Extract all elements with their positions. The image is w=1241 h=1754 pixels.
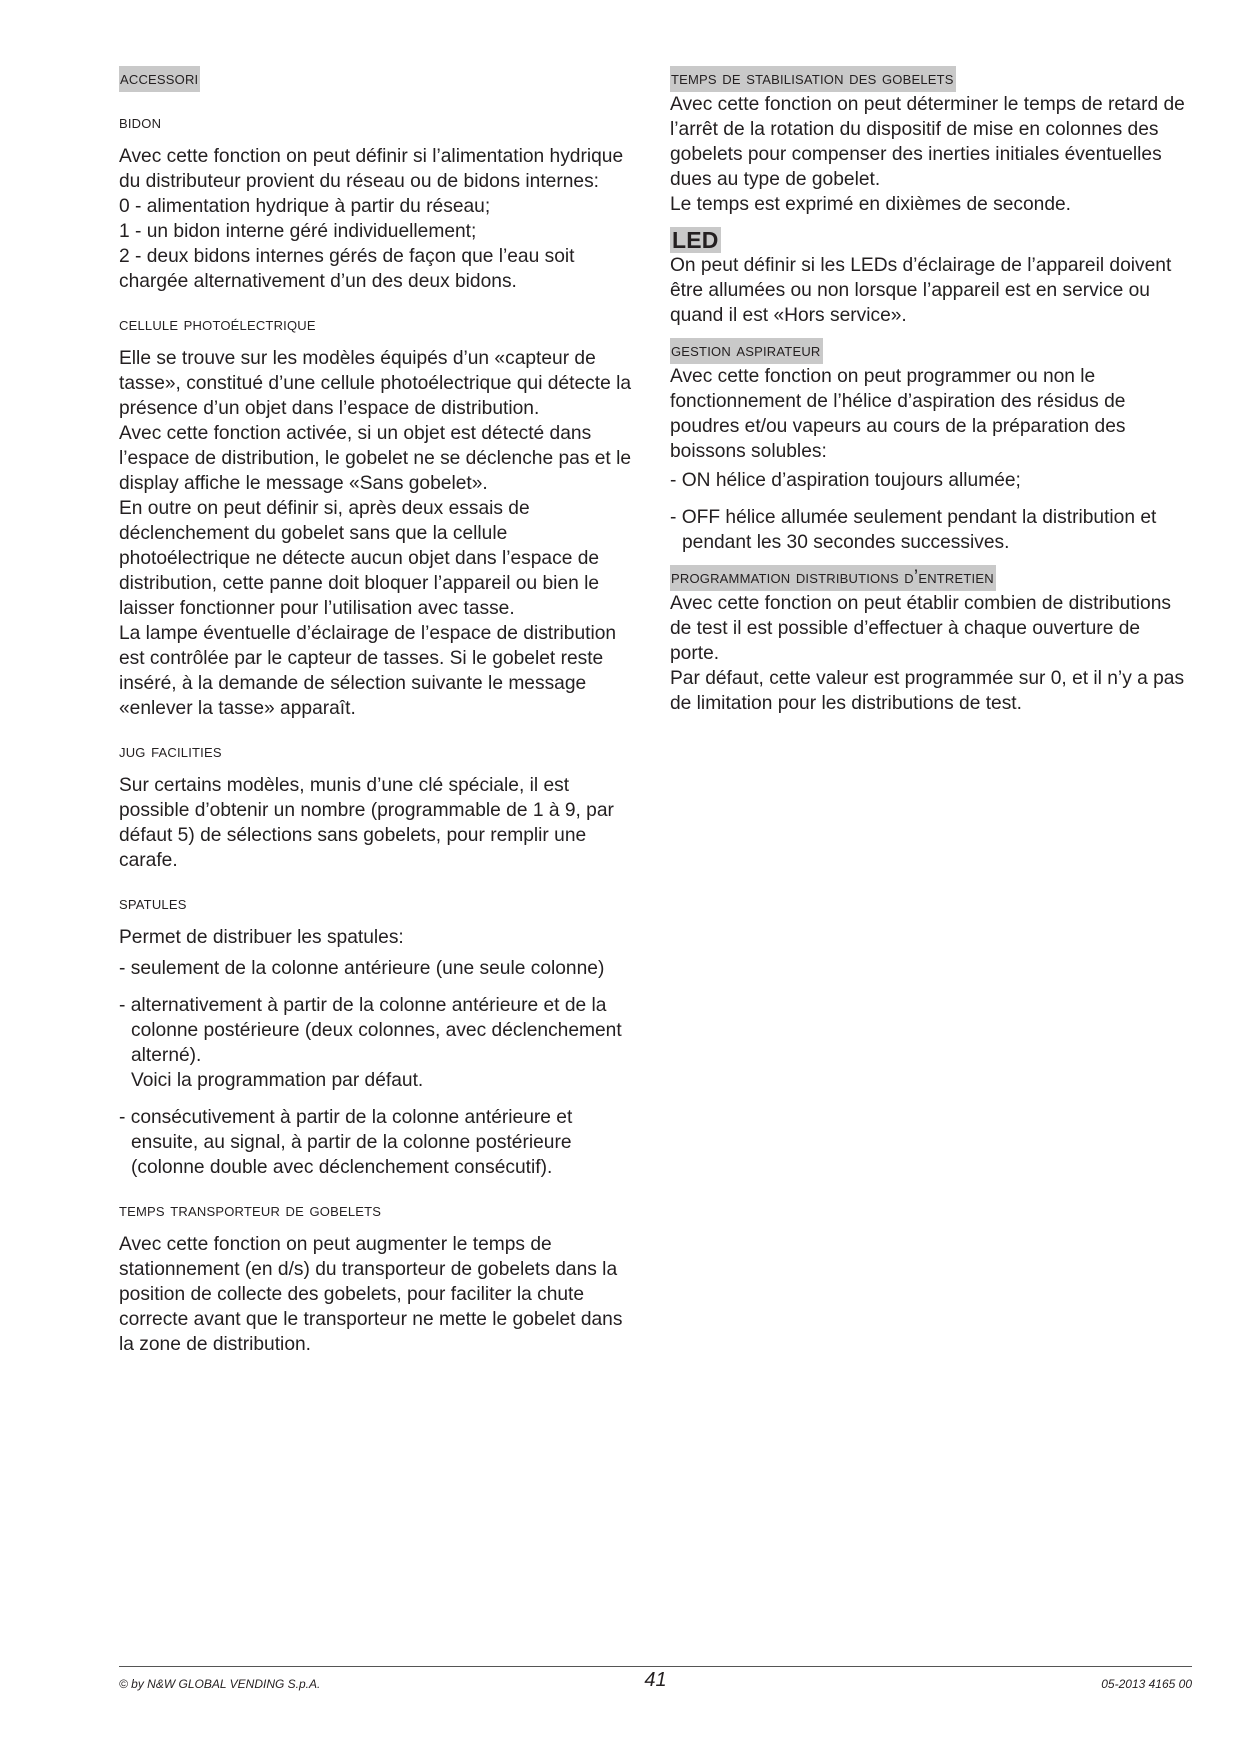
list-item: - seulement de la colonne antérieure (une seule colonne)	[119, 958, 605, 979]
list-item-note: Voici la programmation par défaut.	[131, 1070, 424, 1091]
section-heading: accessori	[119, 66, 642, 92]
section-aspirateur	[670, 338, 1190, 555]
section-spatules	[119, 891, 642, 1180]
paragraph: Avec cette fonction on peut augmenter le temps de stationnement (en d/s) du transporteur de gobelets dans la position de collecte des gobelets, pour faciliter la chute correcte avant que le transporteur ne mette le gobelet dans la zone de distribution.	[119, 1234, 623, 1355]
paragraph: Elle se trouve sur les modèles équipés d’un «capteur de tasse», constitué d’une cellule photoélectrique qui détecte la présence d’un objet dans l’espace de distribution.	[119, 348, 632, 419]
section-heading: jug facilities	[119, 741, 222, 762]
section-jug	[119, 739, 642, 873]
footer-doc-code: 05-2013 4165 00	[1101, 1677, 1192, 1691]
paragraph: En outre on peut définir si, après deux essais de déclenchement du gobelet sans que la cellule photoélectrique ne détecte aucun objet dans l’espace de distribution, cette panne doit bloquer l’appareil ou bien le laisser fonctionner pour l’utilisation avec tasse.	[119, 498, 600, 619]
paragraph: Sur certains modèles, munis d’une clé spéciale, il est possible d’obtenir un nombre (programmable de 1 à 9, par défaut 5) de sélections sans gobelets, pour remplir une carafe.	[119, 775, 614, 871]
paragraph: Permet de distribuer les spatules:	[119, 927, 404, 948]
section-bidon	[119, 110, 642, 294]
section-heading: spatules	[119, 893, 187, 914]
section-heading: bidon	[119, 112, 162, 133]
section-entretien	[670, 565, 1190, 716]
section-heading: LED	[672, 227, 719, 253]
list-item: - OFF hélice allumée seulement pendant la distribution et pendant les 30 secondes successives.	[670, 507, 1157, 553]
section-heading: programmation distributions d’entretien	[670, 565, 1190, 591]
list-item: - consécutivement à partir de la colonne antérieure et ensuite, au signal, à partir de la colonne postérieure (colonne double avec déclenchement consécutif).	[119, 1107, 573, 1178]
section-stabilisation	[670, 66, 1190, 217]
section-heading: cellule photoélectrique	[119, 314, 316, 335]
paragraph: Avec cette fonction on peut programmer ou non le fonctionnement de l’hélice d’aspiration des résidus de poudres et/ou vapeurs au cours de la préparation des boissons solubles:	[670, 366, 1126, 462]
paragraph: Le temps est exprimé en dixièmes de seconde.	[670, 194, 1072, 215]
section-transporteur	[119, 1198, 642, 1357]
list-item: - ON hélice d’aspiration toujours allumée;	[670, 470, 1021, 491]
footer-copyright: © by N&W GLOBAL VENDING S.p.A.	[119, 1677, 321, 1691]
paragraph: 0 - alimentation hydrique à partir du réseau;	[119, 196, 491, 217]
paragraph: Avec cette fonction on peut établir combien de distributions de test il est possible d’effectuer à chaque ouverture de porte.	[670, 593, 1171, 664]
page-number: 41	[644, 1669, 667, 1691]
section-heading: temps transporteur de gobelets	[119, 1200, 382, 1221]
section-accessori	[119, 66, 642, 92]
paragraph: Avec cette fonction on peut définir si l’alimentation hydrique du distributeur provient du réseau ou de bidons internes:	[119, 146, 624, 192]
paragraph: Par défaut, cette valeur est programmée sur 0, et il n’y a pas de limitation pour les distributions de test.	[670, 668, 1185, 714]
paragraph: Avec cette fonction on peut déterminer le temps de retard de l’arrêt de la rotation du dispositif de mise en colonnes des gobelets pour compenser des inerties initiales éventuelles dues au type de gobelet.	[670, 94, 1185, 190]
section-led	[670, 227, 1190, 328]
section-heading: gestion aspirateur	[670, 338, 1190, 364]
left-column	[119, 66, 642, 1375]
paragraph: On peut définir si les LEDs d’éclairage de l’appareil doivent être allumées ou non lorsque l’appareil est en service ou quand il est «Hors service».	[670, 255, 1172, 326]
list-item: - alternativement à partir de la colonne antérieure et de la colonne postérieure (deux colonnes, avec déclenchement alterné).	[119, 995, 622, 1066]
section-cellule	[119, 312, 642, 721]
paragraph: 2 - deux bidons internes gérés de façon que l’eau soit chargée alternativement d’un des deux bidons.	[119, 246, 575, 292]
paragraph: 1 - un bidon interne géré individuellement;	[119, 221, 477, 242]
right-column	[670, 66, 1190, 734]
paragraph: Avec cette fonction activée, si un objet est détecté dans l’espace de distribution, le gobelet ne se déclenche pas et le display affiche le message «Sans gobelet».	[119, 423, 632, 494]
section-heading: temps de stabilisation des gobelets	[670, 66, 1190, 92]
page-footer	[119, 1666, 1192, 1697]
paragraph: La lampe éventuelle d’éclairage de l’espace de distribution est contrôlée par le capteur de tasses. Si le gobelet reste inséré, à la demande de sélection suivante le message «enlever la tasse» apparaît.	[119, 623, 617, 719]
